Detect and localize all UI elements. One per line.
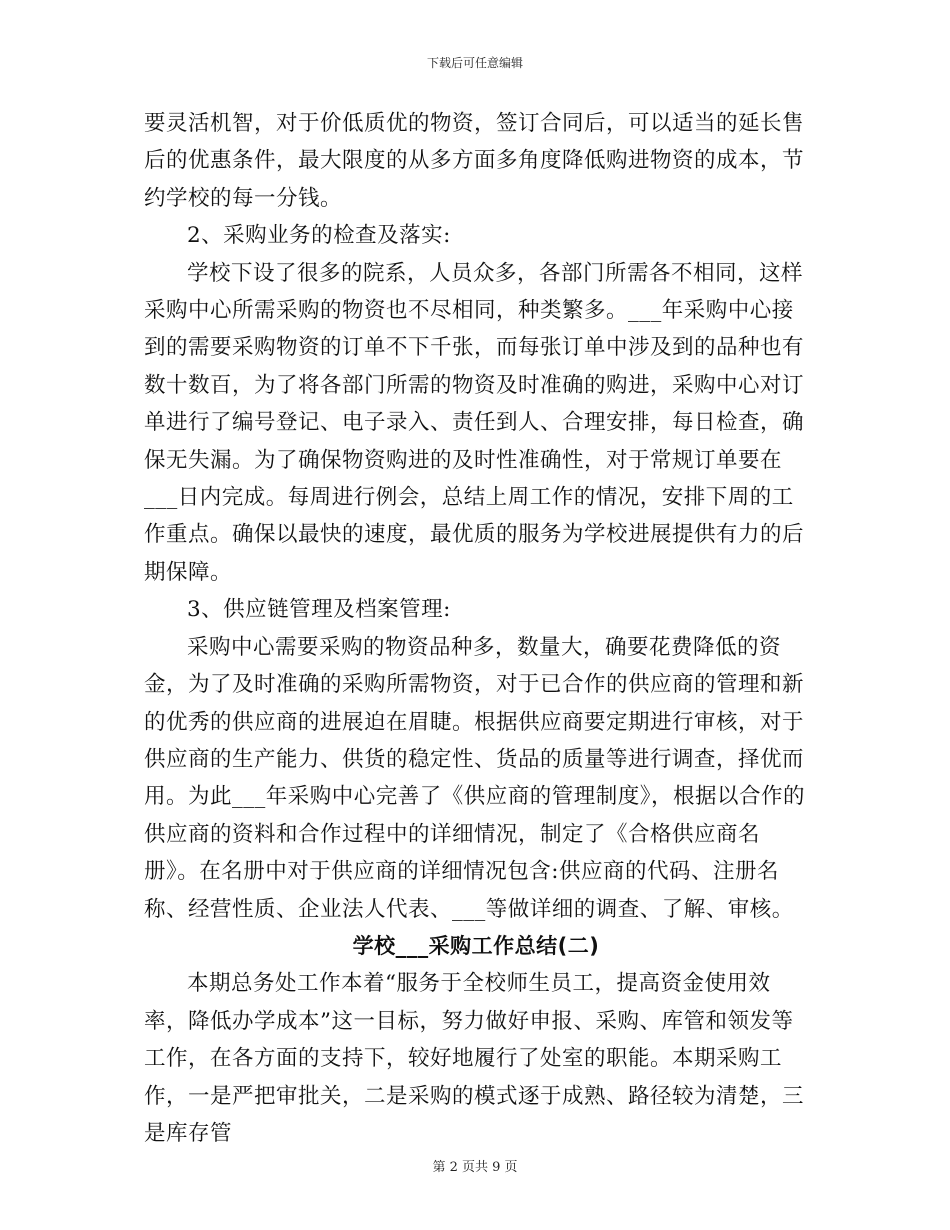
paragraph-procurement-check: 学校下设了很多的院系，人员众多，各部门所需各不相同，这样采购中心所需采购的物资也不尽相同，种类繁多。___年采购中心接到的需要采购物资的订单不下千张，而每张订单中涉及到的品种也有数十数百，为了将各部门所需的物资及时准确的购进，采购中心对订单进行了编号登记、电子录入、责任到人、合理安排，每日检查，确保无失漏。为了确保物资购进的及时性准确性，对于常规订单要在___日内完成。每周进行例会，总结上周工作的情况，安排下周的工作重点。确保以最快的速度，最优质的服务为学校进展提供有力的后期保障。 — [144, 260, 805, 585]
page-header: 下载后可任意编辑 — [426, 56, 523, 70]
paragraph-general-affairs: 本期总务处工作本着“服务于全校师生员工，提高资金使用效率，降低办学成本”这一目标，努力做好申报、采购、库管和领发等工作，在各方面的支持下，较好地履行了处室的职能。本期采购工作，一是严把审批关，二是采购的模式逐于成熟、路径较为清楚，三是库存管 — [144, 971, 805, 1146]
page-footer: 第 2 页共 9 页 — [432, 1160, 518, 1175]
section-heading-2: 2、采购业务的检查及落实: — [187, 223, 451, 249]
document-body — [144, 105, 808, 1152]
document-title-part-2: 学校___采购工作总结(二) — [352, 933, 600, 958]
section-heading-3: 3、供应链管理及档案管理: — [187, 597, 451, 623]
paragraph-continuation: 要灵活机智，对于价低质优的物资，签订合同后，可以适当的延长售后的优惠条件，最大限度的从多方面多角度降低购进物资的成本，节约学校的每一分钱。 — [144, 111, 805, 211]
paragraph-supply-chain: 采购中心需要采购的物资品种多，数量大，确要花费降低的资金，为了及时准确的采购所需物资，对于已合作的供应商的管理和新的优秀的供应商的进展迫在眉睫。根据供应商要定期进行审核，对于供应商的生产能力、供货的稳定性、货品的质量等进行调查，择优而用。为此___年采购中心完善了《供应商的管理制度》，根据以合作的供应商的资料和合作过程中的详细情况，制定了《合格供应商名册》。在名册中对于供应商的详细情况包含:供应商的代码、注册名称、经营性质、企业法人代表、___等做详细的调查、了解、审核。 — [144, 634, 806, 922]
